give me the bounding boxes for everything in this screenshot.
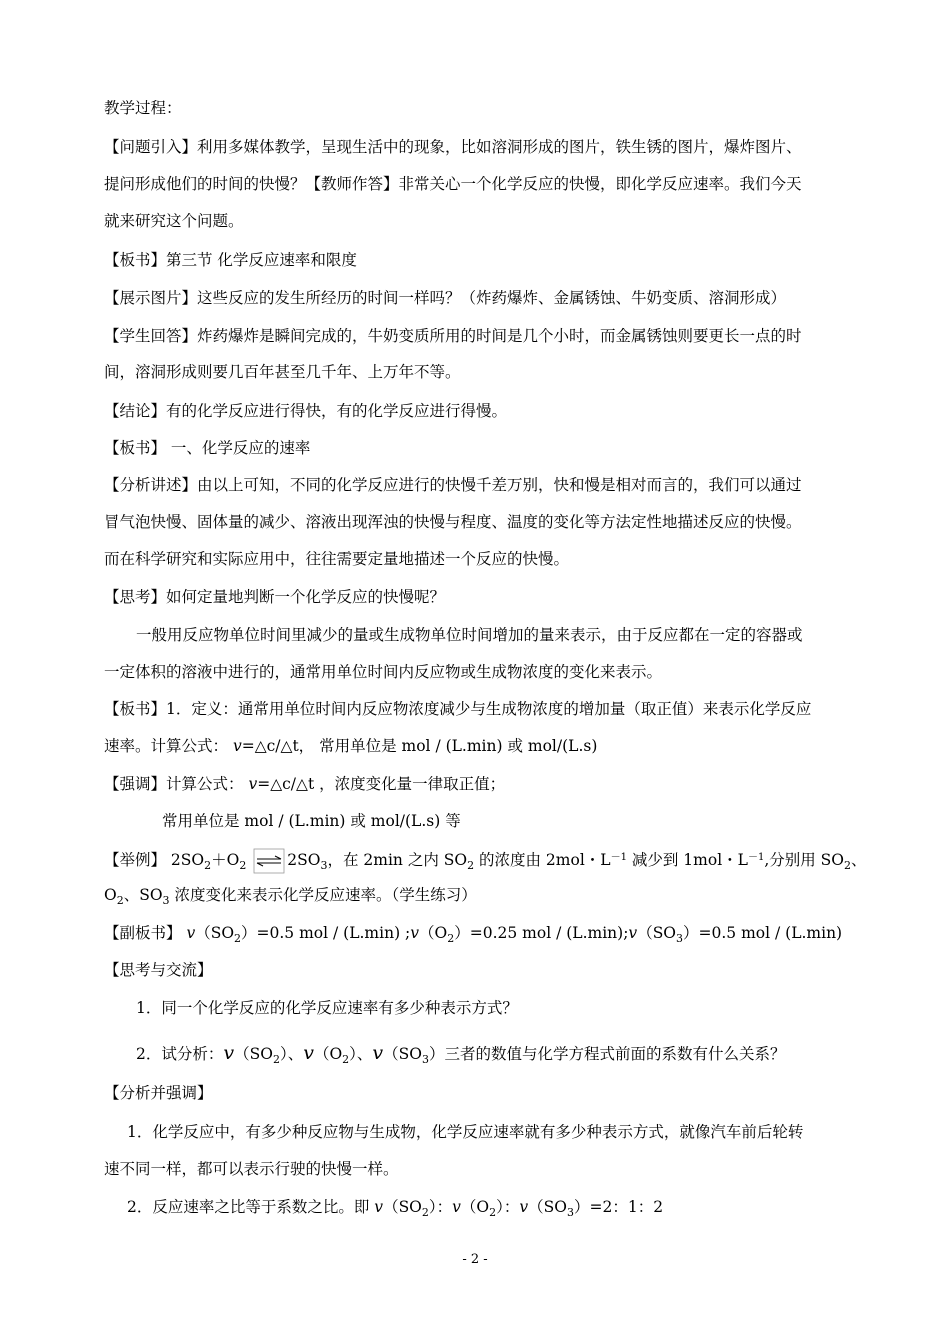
rate-symbol: v	[232, 737, 242, 755]
paragraph-line: 【展示图片】这些反应的发生所经历的时间一样吗？（炸药爆炸、金属锈蚀、牛奶变质、溶洞形成）	[104, 289, 787, 307]
paragraph-line: 【问题引入】利用多媒体教学，呈现生活中的现象，比如溶洞形成的图片，铁生锈的图片，爆炸图片、	[104, 138, 802, 156]
paragraph-line: 【板书】 一、化学反应的速率	[104, 439, 311, 457]
paragraph-line: 【板书】第三节 化学反应速率和限度	[104, 251, 357, 269]
paragraph-line: 常用单位是 mol / (L.min) 或 mol/(L.s) 等	[162, 812, 461, 830]
paragraph-line: 一般用反应物单位时间里减少的量或生成物单位时间增加的量来表示，由于反应都在一定的容器或	[136, 626, 803, 644]
paragraph-line: 提问形成他们的时间的快慢？【教师作答】非常关心一个化学反应的快慢，即化学反应速率。我们今天	[104, 175, 802, 193]
question-item: 2．试分析：$v(SO_2)$、$v(O_2)$、$v(SO_3)$三者的数值与化学方程式前面的系数有什么关系？	[136, 1042, 786, 1066]
page-number: - 2 -	[462, 1252, 488, 1267]
paragraph-line: 一定体积的溶液中进行的，通常用单位时间内反应物或生成物浓度的变化来表示。	[104, 663, 663, 681]
paragraph-line: 【板书】1．定义：通常用单位时间内反应物浓度减少与生成物浓度的增加量（取正值）来表示化学反应	[104, 700, 812, 718]
formula-line: 速率。计算公式： v=△c/△t， 常用单位是 mol / (L.min) 或 mol/(L.s)	[104, 737, 598, 755]
analysis-item: 1．化学反应中，有多少种反应物与生成物，化学反应速率就有多少种表示方式，就像汽车前后轮转	[127, 1123, 804, 1141]
formula-line: 【强调】计算公式： v=△c/△t ，浓度变化量一律取正值；	[104, 775, 506, 793]
rate-symbol: v	[248, 775, 258, 793]
answer-line: 【副板书】 $v(SO_2)=0.5$ mol / (L.min) $;v(O_2)=0.25$ mol / $(L.\min);v(SO_3)=0.5$ mol / (L.min)	[104, 924, 843, 945]
paragraph-line: 【结论】有的化学反应进行得快，有的化学反应进行得慢。	[104, 402, 508, 420]
section-heading: 教学过程：	[104, 99, 182, 117]
question-item: 1．同一个化学反应的化学反应速率有多少种表示方式？	[136, 999, 518, 1017]
example-equation-line: 【举例】 $2SO_2+O_2$ $2SO_3$，在 2min 之内 $SO_2$ 的浓度由 2mol・$L^{-1}$ 减少到 1mol・$L^{-1}$,分别用 $SO_2$、	[104, 848, 867, 874]
paragraph-line: 【思考】如何定量地判断一个化学反应的快慢呢？	[104, 588, 446, 606]
paragraph-line: 间，溶洞形成则要几百年甚至几千年、上万年不等。	[104, 363, 461, 381]
paragraph-line: 【分析并强调】	[104, 1084, 213, 1102]
paragraph-line: 【分析讲述】由以上可知，不同的化学反应进行的快慢千差万别，快和慢是相对而言的，我们可以通过	[104, 476, 802, 494]
paragraph-line: 而在科学研究和实际应用中，往往需要定量地描述一个反应的快慢。	[104, 550, 570, 568]
paragraph-line: 【思考与交流】	[104, 961, 213, 979]
analysis-item: 2．反应速率之比等于系数之比。即 $v(SO_2)$：$v(O_2)$：$v(SO_3)=2$：1：2	[127, 1198, 664, 1219]
paragraph-line: 就来研究这个问题。	[104, 212, 244, 230]
paragraph-line: 速不同一样，都可以表示行驶的快慢一样。	[104, 1160, 399, 1178]
paragraph-line: $O_2$、$SO_3$ 浓度变化来表示化学反应速率。（学生练习）	[104, 886, 477, 907]
paragraph-line: 冒气泡快慢、固体量的减少、溶液出现浑浊的快慢与程度、温度的变化等方法定性地描述反应的快慢。	[104, 513, 802, 531]
paragraph-line: 【学生回答】炸药爆炸是瞬间完成的，牛奶变质所用的时间是几个小时，而金属锈蚀则要更长一点的时	[104, 327, 802, 345]
reversible-arrow-icon	[253, 848, 285, 874]
